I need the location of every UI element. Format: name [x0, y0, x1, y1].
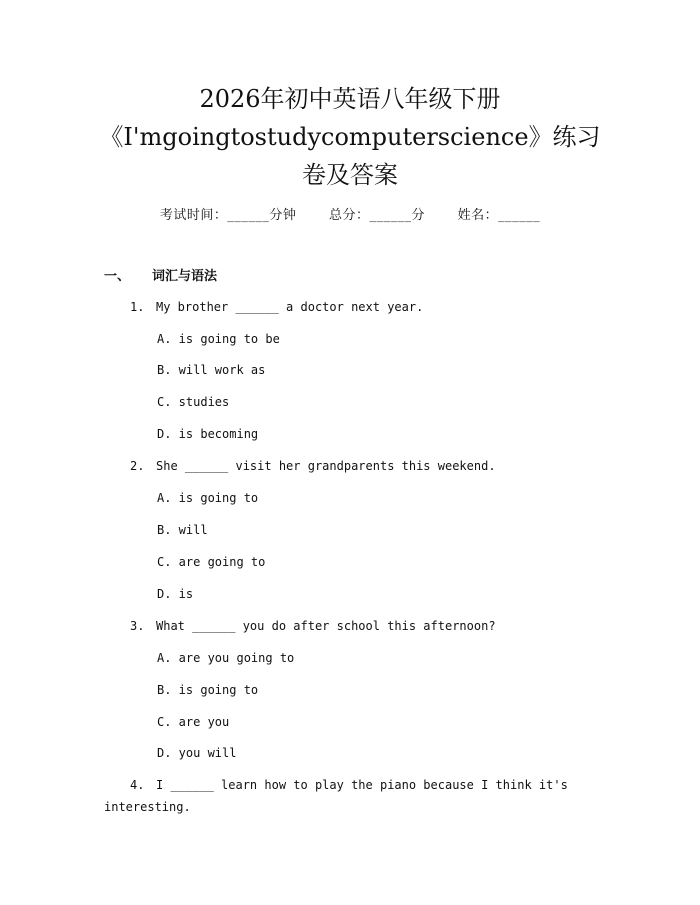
- title-line-3: 卷及答案: [302, 161, 398, 189]
- question-text-line-1: I ______ learn how to play the piano because I think it's: [156, 778, 568, 792]
- student-name: 姓名：______: [457, 208, 541, 223]
- question-text-line-2: interesting.: [104, 800, 191, 814]
- section-heading: [104, 265, 217, 284]
- question-number: 3.: [130, 619, 145, 633]
- section-title: 词汇与语法: [152, 269, 218, 284]
- question-2: [130, 459, 496, 473]
- option-2d: D. is: [157, 587, 194, 601]
- title-line-1: 2026年初中英语八年级下册: [199, 85, 501, 113]
- option-1a: A. is going to be: [157, 332, 280, 346]
- option-1c: C. studies: [157, 395, 230, 409]
- question-text: What ______ you do after school this afternoon?: [156, 619, 496, 633]
- option-2a: A. is going to: [157, 491, 259, 505]
- question-number: 4.: [130, 778, 145, 792]
- question-text: My brother ______ a doctor next year.: [156, 300, 424, 314]
- option-3a: A. are you going to: [157, 651, 295, 665]
- question-number: 2.: [130, 459, 145, 473]
- question-number: 1.: [130, 300, 145, 314]
- section-number: 一、: [104, 269, 131, 284]
- question-4-continued: [104, 800, 191, 814]
- option-1b: B. will work as: [157, 363, 266, 377]
- total-score: 总分：______分: [328, 208, 425, 223]
- question-1: [130, 300, 423, 314]
- exam-meta: [0, 204, 700, 223]
- title-line-2: 《I'mgoingtostudycomputerscience》练习: [99, 123, 601, 151]
- option-3c: C. are you: [157, 715, 230, 729]
- document-title: [0, 80, 700, 194]
- option-1d: D. is becoming: [157, 427, 259, 441]
- option-3b: B. is going to: [157, 683, 259, 697]
- question-text: She ______ visit her grandparents this weekend.: [156, 459, 496, 473]
- question-3: [130, 619, 496, 633]
- option-2b: B. will: [157, 523, 208, 537]
- question-4: [130, 778, 568, 792]
- option-2c: C. are going to: [157, 555, 266, 569]
- exam-time: 考试时间：______分钟: [159, 208, 297, 223]
- option-3d: D. you will: [157, 746, 237, 760]
